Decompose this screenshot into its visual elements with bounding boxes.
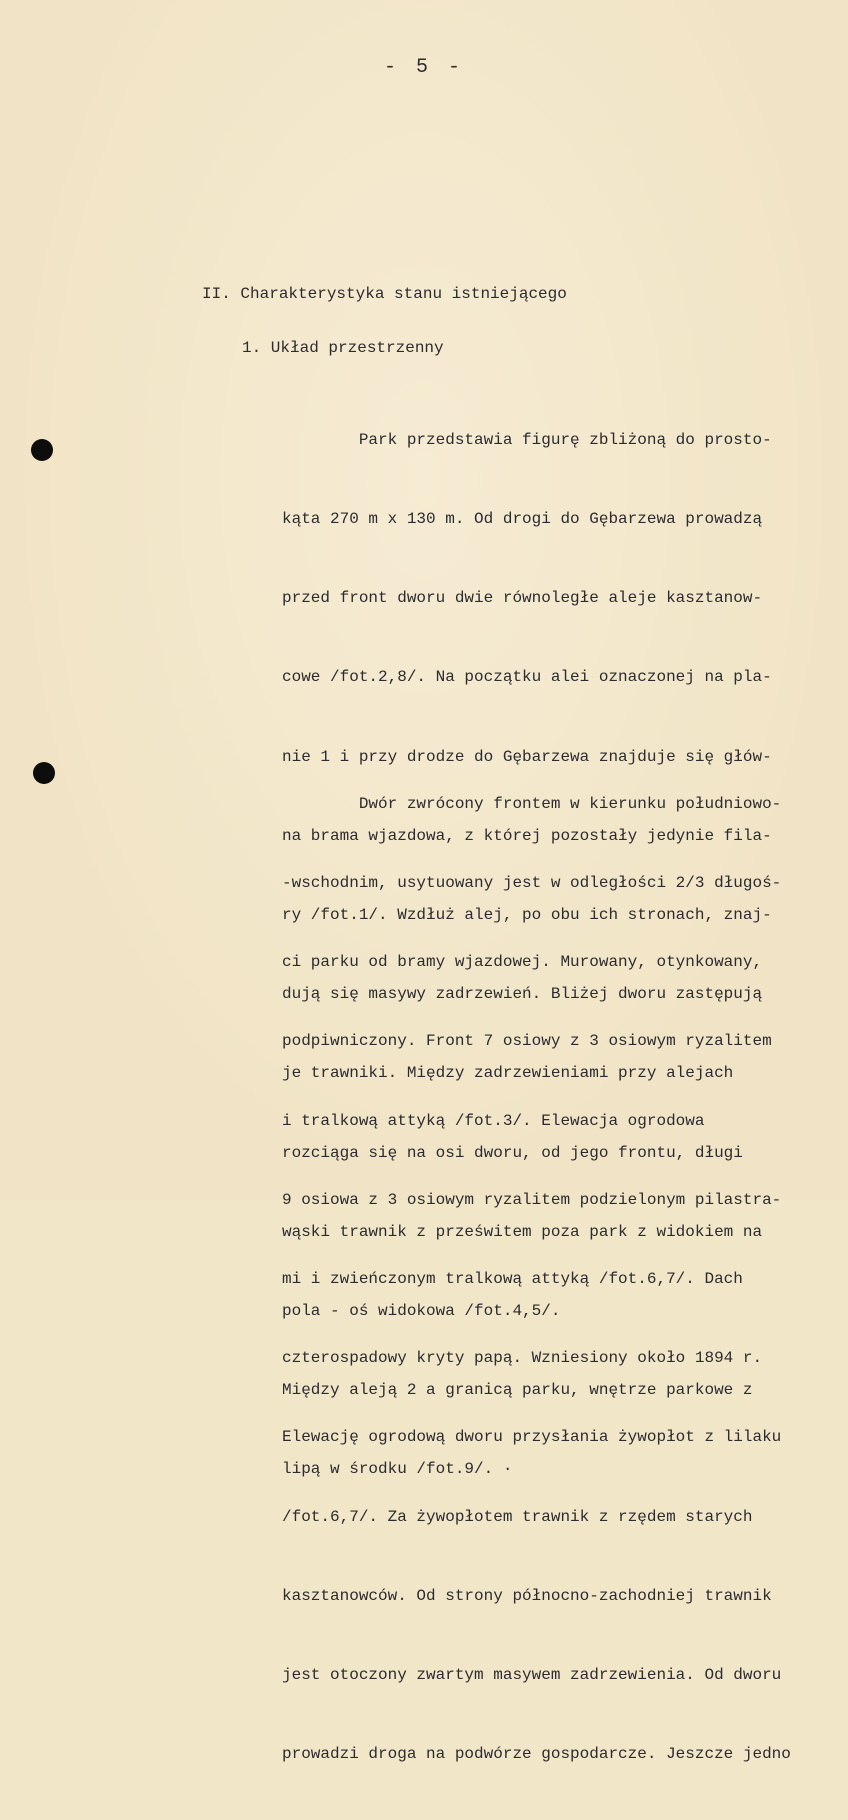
paragraph-line: rozciąga się na osi dworu, od jego frontu, długi — [282, 1143, 743, 1162]
paragraph-line: 9 osiowa z 3 osiowym ryzalitem podzielonym pilastra- — [282, 1190, 782, 1209]
paragraph-line: wąski trawnik z prześwitem poza park z widokiem na — [282, 1222, 763, 1241]
paragraph-line: je trawniki. Między zadrzewieniami przy alejach — [282, 1064, 734, 1083]
paragraph-line: jest otoczony zwartym masywem zadrzewienia. Od dworu — [282, 1666, 782, 1685]
paragraph-line: Park przedstawia figurę zbliżoną do prosto- — [282, 430, 772, 449]
punch-hole-bottom — [33, 762, 55, 784]
section-heading: II. Charakterystyka stanu istniejącego — [202, 285, 567, 303]
paragraph-line: Dwór zwrócony frontem w kierunku południowo- — [282, 794, 782, 813]
punch-hole-top — [31, 439, 53, 461]
paragraph-line: -wschodnim, usytuowany jest w odległości 2/3 długoś- — [282, 874, 782, 893]
paragraph-line: lipą w środku /fot.9/. · — [282, 1460, 513, 1479]
paragraph-line: ry /fot.1/. Wzdłuż alej, po obu ich stronach, znaj- — [282, 906, 772, 925]
paragraph-line: mi i zwieńczonym tralkową attyką /fot.6,7/. Dach — [282, 1270, 743, 1289]
paragraph-line: kasztanowców. Od strony północno-zachodniej trawnik — [282, 1586, 772, 1605]
page-number: - 5 - — [383, 56, 464, 79]
paragraph-line: czterospadowy kryty papą. Wzniesiony około 1894 r. — [282, 1349, 763, 1368]
paragraph-line: podpiwniczony. Front 7 osiowy z 3 osiowym ryzalitem — [282, 1032, 772, 1051]
paragraph-line: prowadzi droga na podwórze gospodarcze. Jeszcze jedno — [282, 1745, 791, 1764]
subsection-heading: 1. Układ przestrzenny — [242, 339, 444, 357]
paragraph-line: i tralkową attyką /fot.3/. Elewacja ogrodowa — [282, 1111, 705, 1130]
paragraph-manor — [282, 738, 791, 1820]
paragraph-line: cowe /fot.2,8/. Na początku alei oznaczonej na pla- — [282, 668, 772, 687]
paragraph-line: dują się masywy zadrzewień. Bliżej dworu zastępują — [282, 985, 763, 1004]
paragraph-line: kąta 270 m x 130 m. Od drogi do Gębarzewa prowadzą — [282, 510, 763, 529]
paragraph-line: /fot.6,7/. Za żywopłotem trawnik z rzędem starych — [282, 1507, 753, 1526]
paragraph-line: Między aleją 2 a granicą parku, wnętrze parkowe z — [282, 1381, 753, 1400]
paragraph-line: Elewację ogrodową dworu przysłania żywopłot z lilaku — [282, 1428, 782, 1447]
paragraph-line: na brama wjazdowa, z której pozostały jedynie fila- — [282, 826, 772, 845]
paragraph-line: pola - oś widokowa /fot.4,5/. — [282, 1302, 561, 1321]
paragraph-line: przed front dworu dwie równoległe aleje kasztanow- — [282, 589, 763, 608]
paragraph-line: ci parku od bramy wjazdowej. Murowany, otynkowany, — [282, 953, 763, 972]
paragraph-line: nie 1 i przy drodze do Gębarzewa znajduje się głów- — [282, 747, 772, 766]
